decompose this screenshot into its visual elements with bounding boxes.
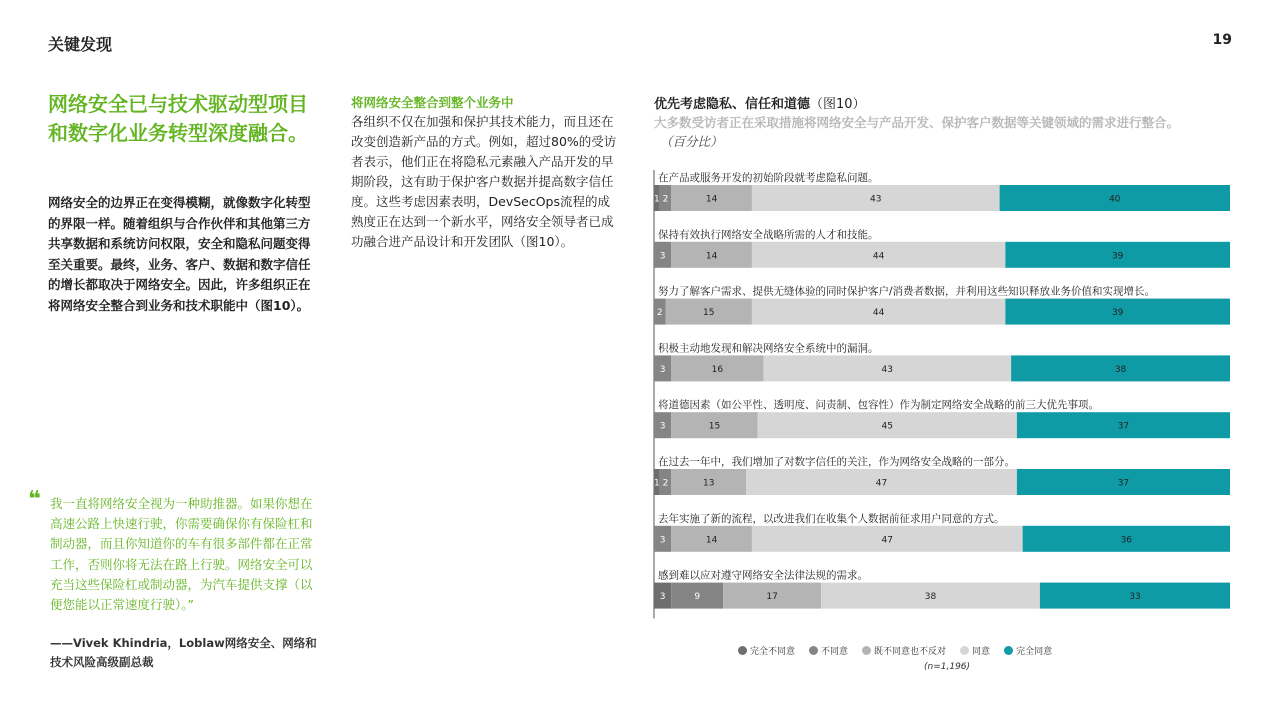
data-label: 15	[702, 308, 715, 319]
data-label: 13	[702, 478, 715, 489]
data-label: 37	[1117, 478, 1130, 489]
data-label: 39	[1111, 251, 1124, 262]
data-label: 37	[1117, 421, 1130, 432]
data-label: 2	[662, 478, 669, 489]
data-label: 14	[705, 194, 718, 205]
category-label: 积极主动地发现和解决网络安全系统中的漏洞。	[658, 342, 879, 355]
category-label: 努力了解客户需求、提供无缝体验的同时保护客户/消费者数据，并利用这些知识释放业务价值和实现增长。	[658, 285, 1156, 298]
data-label: 44	[872, 308, 885, 319]
data-label: 1	[654, 478, 660, 489]
data-label: 9	[694, 592, 701, 603]
category-label: 在过去一年中，我们增加了对数字信任的关注，作为网络安全战略的一部分。	[658, 456, 1015, 468]
legend-swatch-icon	[809, 646, 818, 655]
legend-item	[738, 643, 795, 657]
data-label: 38	[924, 592, 937, 603]
chart-subtitle: 大多数受访者正在采取措施将网络安全与产品开发、保护客户数据等关键领域的需求进行整合。	[654, 115, 1180, 130]
legend-label: 既不同意也不反对	[874, 646, 947, 657]
data-label: 40	[1109, 194, 1121, 205]
data-label: 44	[872, 251, 885, 262]
data-label: 43	[881, 364, 894, 375]
data-label: 2	[656, 308, 663, 319]
chart-legend	[738, 643, 1066, 657]
middle-body-text: 各组织不仅在加强和保护其技术能力，而且还在改变创造新产品的方式。例如，超过80%的受访者表示，他们正在将隐私元素融入产品开发的早期阶段，这有助于保护客户数据并提高数字信任度。这些考虑因素表明，DevSecOps流程的成熟度正在达到一个新水平，网络安全领导者已成功融合进产品设计和开发团队（图10）。	[351, 114, 617, 249]
left-heading: 网络安全已与技术驱动型项目和数字化业务转型深度融合。	[48, 92, 308, 145]
data-label: 16	[711, 364, 724, 375]
section-label: 关键发现	[48, 35, 113, 54]
data-label: 1	[654, 194, 660, 205]
legend-label: 同意	[972, 646, 991, 657]
data-label: 33	[1129, 592, 1141, 603]
data-label: 39	[1111, 308, 1124, 319]
data-label: 14	[705, 535, 718, 546]
data-label: 3	[659, 251, 666, 262]
data-label: 47	[881, 535, 894, 546]
chart-unit-label: （百分比）	[660, 134, 723, 149]
legend-swatch-icon	[738, 646, 747, 655]
data-label: 3	[659, 592, 666, 603]
data-label: 3	[659, 421, 666, 432]
category-label: 去年实施了新的流程，以改进我们在收集个人数据前征求用户同意的方式。	[658, 512, 1005, 525]
data-label: 15	[708, 421, 721, 432]
chart-title-text: 优先考虑隐私、信任和道德	[654, 97, 811, 112]
legend-item	[1004, 643, 1052, 657]
legend-swatch-icon	[862, 646, 871, 655]
category-label: 感到难以应对遵守网络安全法律法规的需求。	[658, 569, 868, 582]
category-label: 保持有效执行网络安全战略所需的人才和技能。	[658, 228, 879, 241]
data-label: 43	[870, 194, 882, 205]
sample-size-note: (n=1,196)	[924, 662, 971, 672]
page-number: 19	[1212, 32, 1232, 48]
legend-label: 不同意	[821, 646, 849, 657]
category-label: 在产品或服务开发的初始阶段就考虑隐私问题。	[658, 172, 879, 184]
data-label: 38	[1114, 364, 1127, 375]
legend-label: 完全同意	[1016, 646, 1053, 657]
data-label: 3	[659, 535, 666, 546]
data-label: 36	[1120, 535, 1133, 546]
quote-mark-icon: ❝	[28, 487, 41, 512]
category-label: 将道德因素（如公平性、透明度、问责制、包容性）作为制定网络安全战略的前三大优先事项。	[658, 399, 1099, 412]
legend-label: 完全不同意	[750, 646, 796, 657]
data-label: 3	[659, 364, 666, 375]
legend-item	[960, 643, 990, 657]
data-label: 2	[662, 194, 669, 205]
data-label: 14	[705, 251, 718, 262]
data-label: 45	[881, 421, 894, 432]
left-body-text: 网络安全的边界正在变得模糊，就像数字化转型的界限一样。随着组织与合作伙伴和其他第三方共享数据和系统访问权限，安全和隐私问题变得至关重要。最终，业务、客户、数据和数字信任的增长都取决于网络安全。因此，许多组织正在将网络安全整合到业务和技术职能中（图10）。	[48, 195, 311, 313]
data-label: 47	[875, 478, 888, 489]
legend-item	[809, 643, 848, 657]
middle-subheading: 将网络安全整合到整个业务中	[351, 95, 514, 110]
legend-item	[862, 643, 946, 657]
data-label: 17	[766, 592, 778, 603]
quote-text: 我一直将网络安全视为一种助推器。如果你想在高速公路上快速行驶，你需要确保你有保险杠和制动器，而且你知道你的车有很多部件都在正常工作，否则你将无法在路上行驶。网络安全可以充当这些保险杠或制动器，为汽车提供支撑（以便您能以正常速度行驶）。”	[50, 496, 313, 613]
chart-figure-label: （图10）	[810, 97, 866, 112]
quote-attribution: ——Vivek Khindria，Loblaw网络安全、网络和技术风险高级副总裁	[50, 636, 317, 669]
legend-swatch-icon	[960, 646, 969, 655]
legend-swatch-icon	[1004, 646, 1013, 655]
